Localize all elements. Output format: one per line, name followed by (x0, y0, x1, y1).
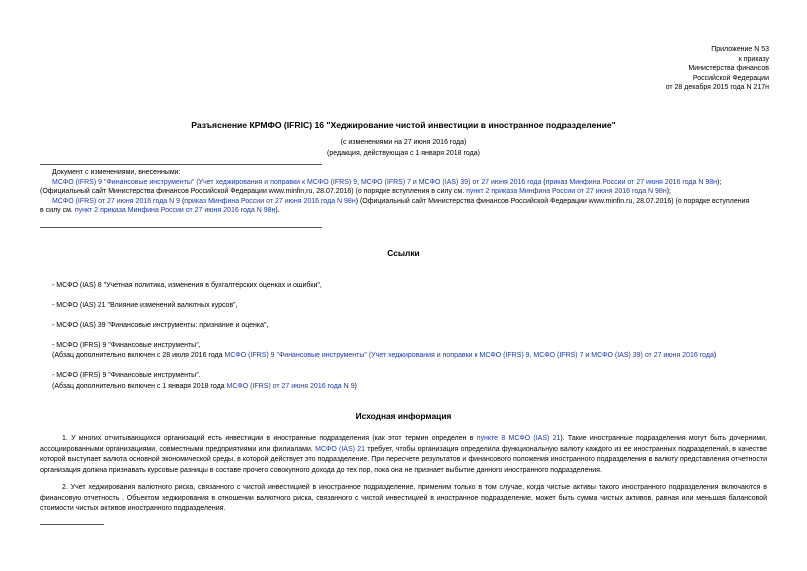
header-line: к приказу (738, 55, 769, 63)
ias21-clause-link[interactable]: пункте 8 МСФО (IAS) 21 (476, 435, 561, 442)
edition-note: (с изменениями на 27 июня 2016 года) (340, 139, 467, 146)
divider (40, 227, 322, 228)
changes-intro: Документ с изменениями, внесенными: (52, 169, 181, 176)
reference-item: - МСФО (IAS) 39 "Финансовые инструменты: признание и оценка", (52, 322, 269, 329)
change-item: МСФО (IFRS) 9 "Финансовые инструменты" (Учет хеджирования и поправки к МСФО (IFRS) 9, МСФО (IFRS) 7 и МСФО (IAS) 39) от 27 июня 2016 года (приказ Минфина России от 27 июня 2016 года N 98н); (52, 178, 722, 186)
change-item: МСФО (IFRS) от 27 июня 2016 года N 9 (приказ Минфина России от 27 июня 2016 года N 98н) (Официальный сайт Министерства финансов Российской Федерации www.minfin.ru, 28.07.2016) (о порядке вступления (52, 197, 750, 205)
amendment-link[interactable]: МСФО (IFRS) от 27 июня 2016 года N 9 (226, 383, 355, 390)
change-link[interactable]: МСФО (IFRS) от 27 июня 2016 года N 9 (52, 197, 181, 205)
change-item-cont: в силу см. пункт 2 приказа Минфина России от 27 июня 2016 года N 98н). (40, 207, 280, 214)
reference-item: - МСФО (IAS) 8 "Учетная политика, изменения в бухгалтерских оценках и ошибки", (52, 282, 322, 289)
section-heading: Исходная информация (355, 411, 452, 421)
appendix-header (509, 45, 769, 93)
order-clause-link[interactable]: пункт 2 приказа Минфина России от 27 июня 2016 года N 98н (466, 188, 667, 195)
reference-item: - МСФО (IFRS) 9 "Финансовые инструменты". (52, 372, 201, 379)
reference-item: - МСФО (IAS) 21 "Влияние изменений валютных курсов", (52, 302, 238, 309)
header-line: от 28 декабря 2015 года N 217н (665, 84, 769, 91)
footnote-divider (40, 524, 104, 525)
section-heading: Ссылки (387, 248, 420, 258)
reference-item: - МСФО (IFRS) 9 "Финансовые инструменты", (52, 342, 201, 349)
order-link[interactable]: приказ Минфина России от 27 июня 2016 года N 98н (545, 178, 718, 186)
header-line: Приложение N 53 (711, 46, 769, 53)
header-line: Российской Федерации (692, 74, 769, 82)
reference-note: (Абзац дополнительно включен с 28 июля 2016 года МСФО (IFRS) 9 "Финансовые инструменты" (Учет хеджирования и поправки к МСФО (IFRS) 9, МСФО (IFRS) 7 и МСФО (IAS) 39) от 27 июня 2016 года) (52, 352, 717, 359)
divider (40, 164, 322, 165)
edition-note: (редакция, действующая с 1 января 2018 года) (327, 150, 480, 157)
order-clause-link[interactable]: пункт 2 приказа Минфина России от 27 июня 2016 года N 98н (74, 207, 276, 214)
amendment-link[interactable]: МСФО (IFRS) 9 "Финансовые инструменты" (Учет хеджирования и поправки к МСФО (IFRS) 9, МСФО (IFRS) 7 и МСФО (IAS) 39) от 27 июня 2016 года (224, 352, 714, 359)
order-link[interactable]: приказ Минфина России от 27 июня 2016 года N 98н (184, 197, 356, 205)
header-line: Министерства финансов (688, 65, 769, 72)
changes-block (40, 168, 775, 216)
change-link[interactable]: МСФО (IFRS) 9 "Финансовые инструменты" (Учет хеджирования и поправки к МСФО (IFRS) 9, МСФО (IFRS) 7 и МСФО (IAS) 39) от 27 июня 2016 года (52, 178, 542, 186)
ias21-link[interactable]: МСФО (IAS) 21 (315, 445, 365, 453)
paragraph-2: 2. Учет хеджирования валютного риска, связанного с чистой инвестицией в иностранное подразделение, применим только в том случае, когда чистые активы такого иностранного подразделения включаются в финансовую отчетность . Объектом хеджирования в отношении валютного риска, связанного с чистой инвестицией в иностранное подразделение, может быть сумма чистых активов, равная или меньшая балансовой стоимости чистых активов иностранного подразделения. (40, 484, 767, 512)
change-item-cont: (Официальный сайт Министерства финансов Российской Федерации www.minfin.ru, 28.07.2016) (о порядке вступления в силу см. пункт 2 приказа Минфина России от 27 июня 2016 года N 98н); (40, 188, 671, 195)
reference-note: (Абзац дополнительно включен с 1 января 2018 года МСФО (IFRS) от 27 июня 2016 года N 9) (52, 383, 357, 390)
document-title: Разъяснение КРМФО (IFRIC) 16 "Хеджирование чистой инвестиции в иностранное подразделение" (191, 120, 616, 130)
paragraph-1: 1. У многих отчитывающихся организаций есть инвестиции в иностранные подразделения (как этот термин определен в пункте 8 МСФО (IAS) 21). Такие иностранные подразделения могут быть дочерними, ассоциированными организациями, совместными предприятиями или филиалами. МСФО (IAS) 21 требует, чтобы организация определила функциональную валюту каждого из ее иностранных подразделений, в качестве которой выступает валюта основной экономической среды, в которой действует это подразделение. При пересчете результатов и финансового положения иностранного подразделения в валюту представления отчетности организация должна признавать курсовые разницы в составе прочего совокупного дохода до тех пор, пока она не признает выбытие данного иностранного подразделения. (40, 435, 767, 474)
